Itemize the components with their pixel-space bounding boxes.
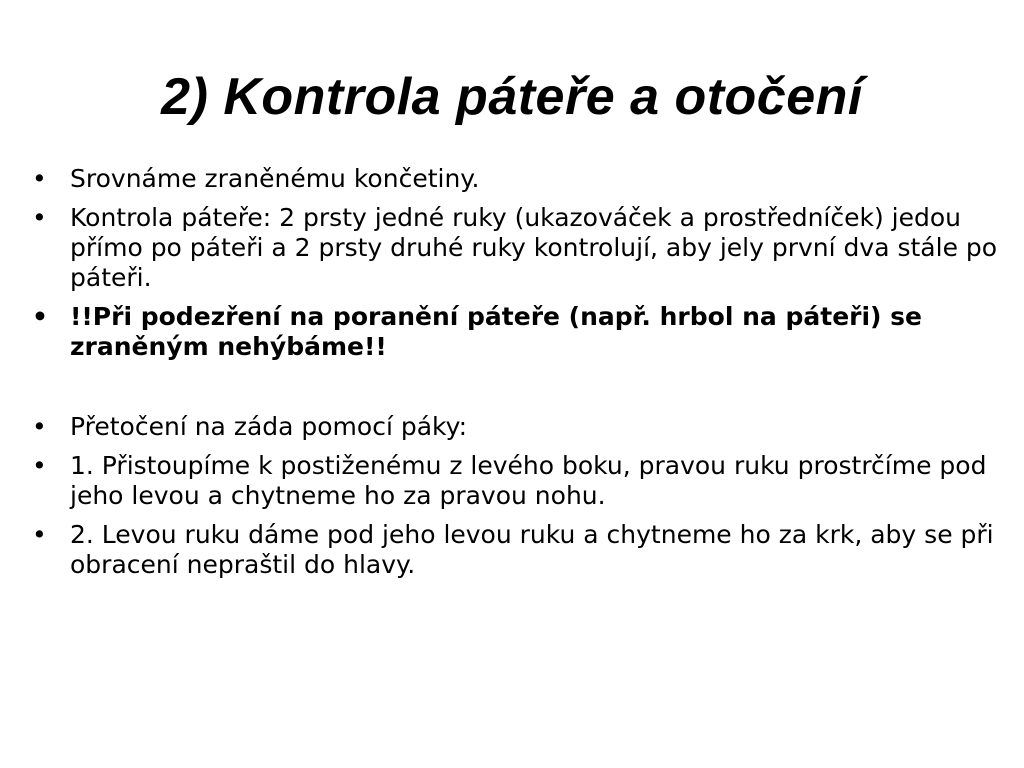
- bullet-icon: •: [32, 164, 47, 193]
- bullet-text: Přetočení na záda pomocí páky:: [70, 412, 468, 441]
- slide-title: 2) Kontrola páteře a otočení: [161, 68, 863, 126]
- bullet-icon: •: [32, 451, 47, 480]
- bullet-text: Srovnáme zraněnému končetiny.: [70, 164, 480, 193]
- bullet-icon: •: [32, 412, 47, 441]
- bullet-item: [28, 412, 998, 442]
- bullet-text: !!Při podezření na poranění páteře (např. hrbol na páteři) se zraněným nehýbáme!!: [70, 302, 923, 361]
- bullet-icon: •: [32, 203, 47, 232]
- bullet-item: [28, 203, 998, 293]
- bullet-icon: •: [32, 302, 48, 331]
- bullet-icon: •: [32, 520, 47, 549]
- bullet-list: [28, 164, 998, 589]
- bullet-text: Kontrola páteře: 2 prsty jedné ruky (ukazováček a prostředníček) jedou přímo po páteři a 2 prsty druhé ruky kontrolují, aby jely první dva stále po páteři.: [70, 203, 998, 292]
- bullet-item-warning: [28, 302, 998, 362]
- bullet-item: [28, 520, 998, 580]
- bullet-item: [28, 164, 998, 194]
- bullet-item: [28, 451, 998, 511]
- bullet-text: 1. Přistoupíme k postiženému z levého boku, pravou ruku prostrčíme pod jeho levou a chytneme ho za pravou nohu.: [70, 451, 987, 510]
- bullet-text: 2. Levou ruku dáme pod jeho levou ruku a chytneme ho za krk, aby se při obracení nepraštil do hlavy.: [70, 520, 994, 579]
